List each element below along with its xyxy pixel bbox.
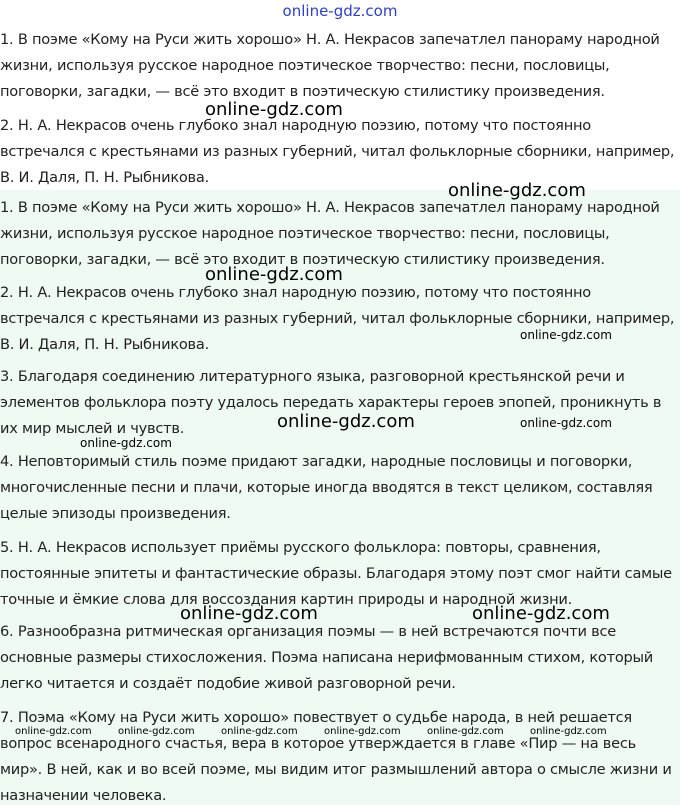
- answer-paragraph-2: 2. Н. А. Некрасов очень глубоко знал народную поэзию, потому что постоянно встречался с крестьянами из разных губерний, читал фольклорные сборники, например, В. И. Даля, П. Н. Рыбникова.: [0, 284, 675, 353]
- answer-paragraph-5: 5. Н. А. Некрасов использует приёмы русского фольклора: повторы, сравнения, постоянные эпитеты и фантастические образы. Благодаря этому поэт смог найти самые точные и ёмкие слова для воссоздания картин природы и народной жизни.: [0, 539, 672, 608]
- answer-paragraph-1: 1. В поэме «Кому на Руси жить хорошо» Н. А. Некрасов запечатлел панораму народной жизни, используя русское народное поэтическое творчество: песни, пословицы, поговорки, загадки, — всё это входит в поэтическую стилистику произведения.: [0, 199, 660, 268]
- answer-paragraph-6: 6. Разнообразна ритмическая организация поэмы — в ней встречаются почти все основные размеры стихосложения. Поэма написана нерифмованным стихом, который легко читается и создаёт подобие живой разговорной речи.: [0, 623, 654, 692]
- watermark-tiny: online-gdz.com: [324, 726, 401, 737]
- watermark-tiny: online-gdz.com: [118, 726, 195, 737]
- watermark-large: online-gdz.com: [205, 99, 343, 120]
- watermark-large: online-gdz.com: [205, 264, 343, 285]
- watermark-tiny: online-gdz.com: [221, 726, 298, 737]
- answer-paragraph-4: 4. Неповторимый стиль поэме придают загадки, народные пословицы и поговорки, многочисленные песни и плачи, которые иногда вводятся в текст целиком, составляя целые эпизоды произведения.: [0, 453, 653, 522]
- answer-paragraph-3: 3. Благодаря соединению литературного языка, разговорной крестьянской речи и элементов фольклора поэту удалось передать характеры героев эпопей, проникнуть в их мир мыслей и чувств.: [0, 368, 662, 437]
- watermark-tiny: online-gdz.com: [530, 726, 607, 737]
- watermark-large: online-gdz.com: [448, 180, 586, 201]
- question-paragraph-2: 2. Н. А. Некрасов очень глубоко знал народную поэзию, потому что постоянно встречался с крестьянами из разных губерний, читал фольклорные сборники, например, В. И. Даля, П. Н. Рыбникова.: [0, 117, 675, 186]
- watermark-large: online-gdz.com: [180, 603, 318, 624]
- answer-paragraph-7: 7. Поэма «Кому на Руси жить хорошо» повествует о судьбе народа, в ней решается вопрос всенародного счастья, вера в которое утверждается в главе «Пир — на весь мир». В ней, как и во всей поэме, мы видим итог размышлений автора о смысле жизни и назначении человека.: [0, 709, 672, 804]
- question-paragraph-1: 1. В поэме «Кому на Руси жить хорошо» Н. А. Некрасов запечатлел панораму народной жизни, используя русское народное поэтическое творчество: песни, пословицы, поговорки, загадки, — всё это входит в поэтическую стилистику произведения.: [0, 31, 660, 100]
- watermark-small: online-gdz.com: [520, 416, 612, 430]
- watermark-tiny: online-gdz.com: [427, 726, 504, 737]
- watermark-large: online-gdz.com: [277, 411, 415, 432]
- watermark-tiny: online-gdz.com: [15, 726, 92, 737]
- watermark-large: online-gdz.com: [472, 603, 610, 624]
- header-watermark: online-gdz.com: [282, 2, 398, 20]
- watermark-small: online-gdz.com: [80, 436, 172, 450]
- watermark-small: online-gdz.com: [520, 328, 612, 342]
